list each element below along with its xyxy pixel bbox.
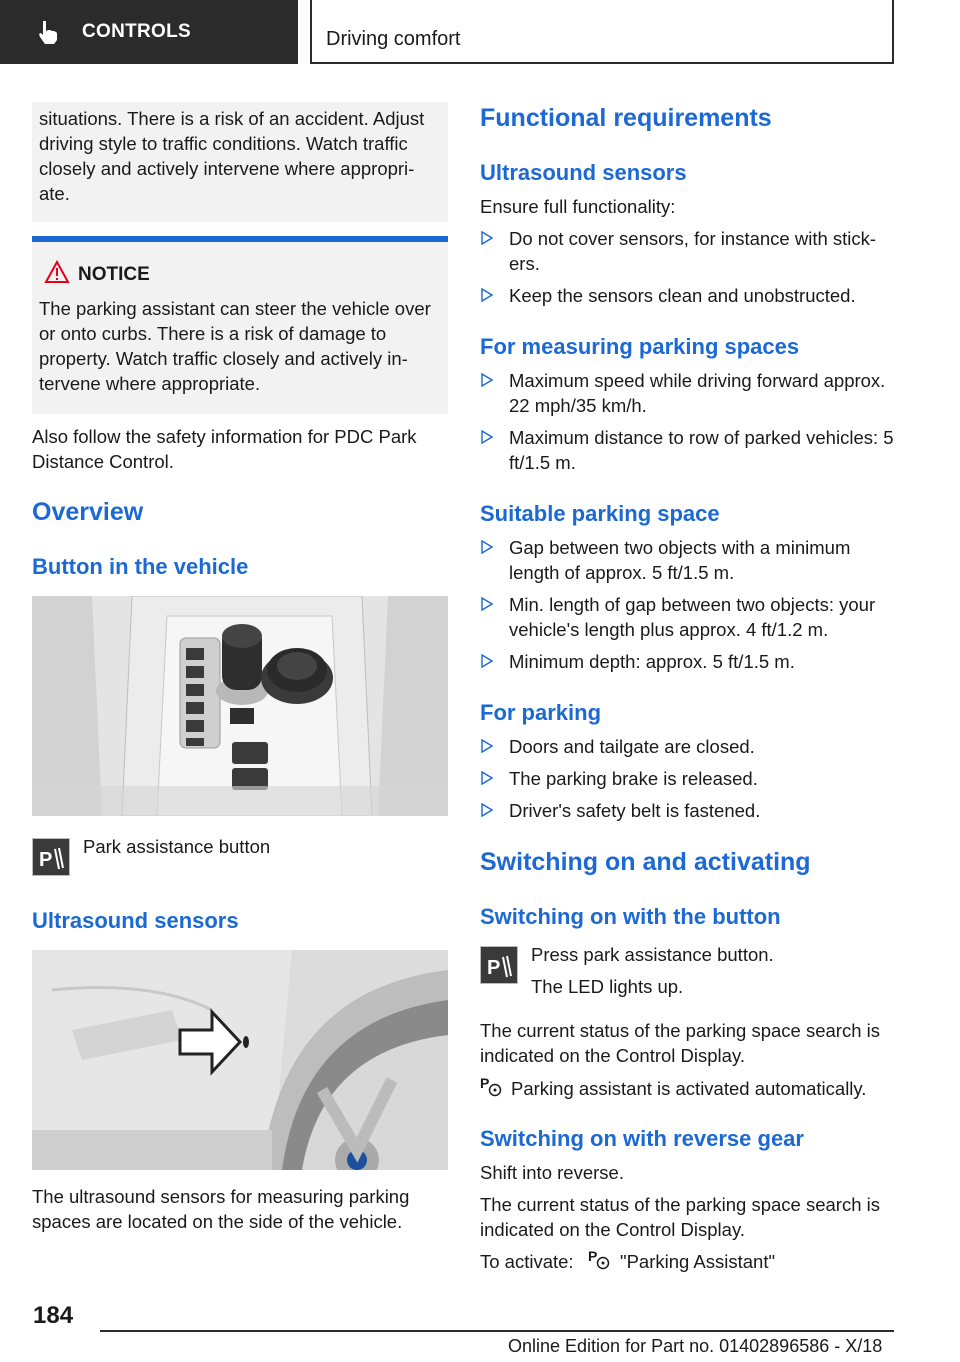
- status-text-reverse: The current status of the parking space search is indicated on the Control Display.: [480, 1194, 881, 1240]
- section-header: [310, 0, 894, 64]
- notice-title: NOTICE: [78, 264, 150, 285]
- heading-ultrasound-sensors-left: Ultrasound sensors: [32, 908, 239, 933]
- bullet-triangle-icon: [481, 653, 493, 669]
- ultrasound-sensor-photo: [32, 950, 448, 1170]
- bullet-triangle-icon: [481, 230, 493, 246]
- list-item: Gap between two objects with a minimum length of approx. 5 ft/1.5 m.: [480, 535, 900, 585]
- heading-overview: Overview: [32, 498, 144, 526]
- list-item: Do not cover sensors, for instance with stick-ers.: [480, 226, 900, 276]
- chapter-title: CONTROLS: [82, 21, 192, 42]
- bullet-triangle-icon: [481, 738, 493, 754]
- ultrasound-intro: Ensure full functionality:: [480, 196, 676, 217]
- heading-measuring-parking-spaces: For measuring parking spaces: [480, 334, 800, 359]
- center-console-photo: [32, 596, 448, 816]
- list-item: Keep the sensors clean and unobstructed.: [480, 283, 900, 308]
- auto-activation-text: Parking assistant is activated automatically.: [511, 1078, 867, 1099]
- measuring-requirements-list: [480, 368, 900, 482]
- activate-label: To activate:: [480, 1251, 574, 1272]
- hand-pointer-icon: [34, 18, 62, 46]
- svg-text:P: P: [588, 1248, 598, 1264]
- status-text-button: The current status of the parking space search is indicated on the Control Display.: [480, 1020, 881, 1066]
- list-item: Maximum distance to row of parked vehicles: 5 ft/1.5 m.: [480, 425, 900, 475]
- ultrasound-requirements-list: [480, 226, 900, 315]
- parking-assistant-icon: [480, 1074, 502, 1098]
- section-title: Driving comfort: [326, 28, 461, 50]
- park-assistance-button-icon: [32, 838, 70, 876]
- press-button-text: Press park assistance button.: [531, 944, 774, 965]
- notice-text: The parking assistant can steer the vehicle over or onto curbs. There is a risk of damage to property. Watch traffic closely and actively in-tervene where appropriate.: [39, 298, 431, 394]
- bullet-triangle-icon: [481, 372, 493, 388]
- svg-text:P: P: [487, 957, 501, 979]
- heading-suitable-parking-space: Suitable parking space: [480, 501, 720, 526]
- footer-edition: Online Edition for Part no. 01402896586 - X/18: [508, 1336, 883, 1356]
- parking-requirements-list: [480, 734, 900, 830]
- heading-switching-on-and-activating: Switching on and activating: [480, 848, 811, 876]
- park-assistance-button-icon: [480, 946, 518, 984]
- warning-box-continued: [32, 102, 448, 222]
- activate-menu-item: "Parking Assistant": [620, 1251, 776, 1272]
- bullet-triangle-icon: [481, 802, 493, 818]
- park-assistance-caption: Park assistance button: [83, 836, 271, 857]
- bullet-triangle-icon: [481, 770, 493, 786]
- safety-reference: Also follow the safety information for PDC Park Distance Control.: [32, 426, 417, 472]
- heading-switching-on-with-button: Switching on with the button: [480, 904, 781, 929]
- heading-for-parking: For parking: [480, 700, 602, 725]
- list-item: Min. length of gap between two objects: your vehicle's length plus approx. 4 ft/1.2 m.: [480, 592, 900, 642]
- suitable-space-list: [480, 535, 900, 681]
- list-item: Driver's safety belt is fastened.: [480, 798, 900, 823]
- notice-box: [32, 242, 448, 414]
- heading-functional-requirements: Functional requirements: [480, 104, 772, 132]
- list-item: Maximum speed while driving forward approx. 22 mph/35 km/h.: [480, 368, 900, 418]
- heading-switching-on-reverse-gear: Switching on with reverse gear: [480, 1126, 804, 1151]
- page-number: 184: [33, 1302, 74, 1329]
- bullet-triangle-icon: [481, 287, 493, 303]
- ultrasound-sensor-description: The ultrasound sensors for measuring parking spaces are located on the side of the vehicle.: [32, 1186, 410, 1232]
- warning-text: situations. There is a risk of an accident. Adjust driving style to traffic conditions. Watch traffic closely and actively intervene where appropri-ate.: [39, 108, 425, 204]
- list-item: Minimum depth: approx. 5 ft/1.5 m.: [480, 649, 900, 674]
- chapter-tab[interactable]: [0, 0, 298, 64]
- bullet-triangle-icon: [481, 539, 493, 555]
- heading-button-in-vehicle: Button in the vehicle: [32, 554, 249, 579]
- bullet-triangle-icon: [481, 596, 493, 612]
- warning-triangle-icon: [44, 260, 70, 284]
- list-item: Doors and tailgate are closed.: [480, 734, 900, 759]
- shift-reverse-text: Shift into reverse.: [480, 1162, 624, 1183]
- bullet-triangle-icon: [481, 429, 493, 445]
- footer-rule: [100, 1330, 894, 1332]
- svg-text:P: P: [480, 1075, 490, 1091]
- led-text: The LED lights up.: [531, 976, 684, 997]
- parking-assistant-icon: [588, 1247, 610, 1271]
- heading-ultrasound-sensors-right: Ultrasound sensors: [480, 160, 687, 185]
- list-item: The parking brake is released.: [480, 766, 900, 791]
- svg-text:P: P: [39, 849, 53, 871]
